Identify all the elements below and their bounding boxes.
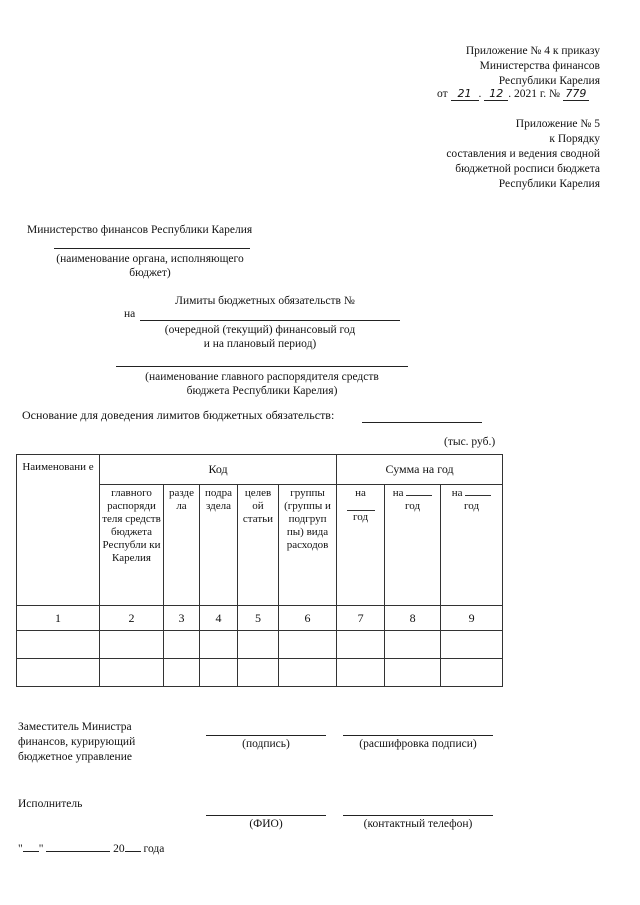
date-quote-open: " (18, 843, 23, 855)
sum-year-1-top: на (355, 487, 366, 499)
col-header-sum: Сумма на год (337, 455, 503, 485)
sum-year-2-top: на (392, 487, 404, 499)
manager-caption2: бюджета Республики Карелия) (186, 385, 338, 397)
subheader-subsection: подра здела (200, 485, 238, 606)
executor-phone-line (343, 815, 493, 816)
manager-line (116, 366, 408, 367)
table-row (17, 659, 503, 687)
date-quote-close: " (38, 843, 44, 855)
appendix4-line1: Приложение № 4 к приказу (465, 45, 600, 57)
signatory-position-line2: финансов, курирующий (18, 736, 136, 748)
executor-org-caption (20, 252, 280, 280)
subheader-target-article: целев ой статьи (238, 485, 279, 606)
col-number-4: 4 (200, 606, 238, 631)
title-period-line (140, 320, 400, 321)
signature-line (206, 735, 326, 736)
sum-year-3-bottom: год (464, 500, 480, 512)
signatory-position (18, 720, 135, 765)
appendix5-line4: бюджетной росписи бюджета (455, 163, 600, 175)
col-number-3: 3 (164, 606, 200, 631)
manager-caption1: (наименование главного распорядителя средств (145, 371, 379, 383)
sum-year-1-bottom: год (353, 511, 369, 523)
signatory-position-line1: Заместитель Министра (18, 721, 132, 733)
subheader-sum-year-3 (441, 485, 503, 606)
executor-label: Исполнитель (18, 798, 83, 810)
executor-org-caption1: (наименование органа, исполняющего (56, 253, 244, 265)
appendix5-line2: к Порядку (549, 133, 600, 145)
order-year: 2021 г. № (514, 88, 561, 100)
subheader-section: разде ла (164, 485, 200, 606)
sum-year-2-bottom: год (405, 500, 421, 512)
order-number: 779 (563, 87, 589, 101)
signature-caption: (подпись) (242, 738, 290, 750)
col-number-1: 1 (17, 606, 100, 631)
subheader-sum-year-1 (337, 485, 385, 606)
date-prefix: от (437, 88, 448, 100)
appendix5-line1: Приложение № 5 (515, 118, 600, 130)
appendix5-block (340, 117, 600, 192)
subheader-sum-year-2 (385, 485, 441, 606)
document-date-line (18, 843, 164, 855)
date-goda: года (143, 843, 165, 855)
table-row (17, 631, 503, 659)
signatory-position-line3: бюджетное управление (18, 751, 132, 763)
subheader-chief-manager: главного распоряди теля средств бюджета Республи ки Карелия (100, 485, 164, 606)
executor-phone-caption: (контактный телефон) (363, 818, 473, 830)
date-twenty: 20 (113, 843, 125, 855)
subheader-expense-type: группы (группы и подгруп пы) вида расходов (279, 485, 337, 606)
appendix4-line2: Министерства финансов (479, 60, 600, 72)
title-caption1: (очередной (текущий) финансовый год (164, 324, 356, 336)
column-number-row (17, 606, 503, 631)
sum-year-3-top: на (451, 487, 463, 499)
col-header-name: Наименовани е (17, 455, 100, 606)
col-number-6: 6 (279, 606, 337, 631)
appendix4-date-row: от 21 . 12 . 2021 г. № 779 (437, 87, 589, 101)
signature-decode-caption: (расшифровка подписи) (359, 738, 477, 750)
title-caption (130, 323, 390, 351)
appendix4-line3: Республики Карелия (498, 75, 600, 87)
document-title: Лимиты бюджетных обязательств № (175, 295, 355, 307)
executor-fio-line (206, 815, 326, 816)
executor-org-name: Министерство финансов Республики Карелия (27, 224, 253, 236)
col-number-9: 9 (441, 606, 503, 631)
col-number-8: 8 (385, 606, 441, 631)
col-number-7: 7 (337, 606, 385, 631)
order-month: 12 (484, 87, 508, 101)
col-number-5: 5 (238, 606, 279, 631)
col-header-code: Код (100, 455, 337, 485)
basis-line (362, 422, 482, 423)
executor-fio-caption: (ФИО) (249, 818, 283, 830)
title-na: на (124, 308, 136, 320)
order-day: 21 (451, 87, 479, 101)
signature-decode-line (343, 735, 493, 736)
manager-caption (116, 370, 408, 398)
appendix5-line3: составления и ведения сводной (446, 148, 600, 160)
title-caption2: и на плановый период) (203, 338, 317, 350)
col-number-2: 2 (100, 606, 164, 631)
appendix4-block (340, 44, 600, 89)
appendix5-line5: Республики Карелия (498, 178, 600, 190)
executor-org-caption2: бюджет) (129, 267, 171, 279)
executor-org-line (54, 248, 250, 249)
units-label: (тыс. руб.) (444, 436, 496, 448)
limits-table (16, 454, 503, 687)
basis-label: Основание для доведения лимитов бюджетных обязательств: (22, 408, 335, 422)
